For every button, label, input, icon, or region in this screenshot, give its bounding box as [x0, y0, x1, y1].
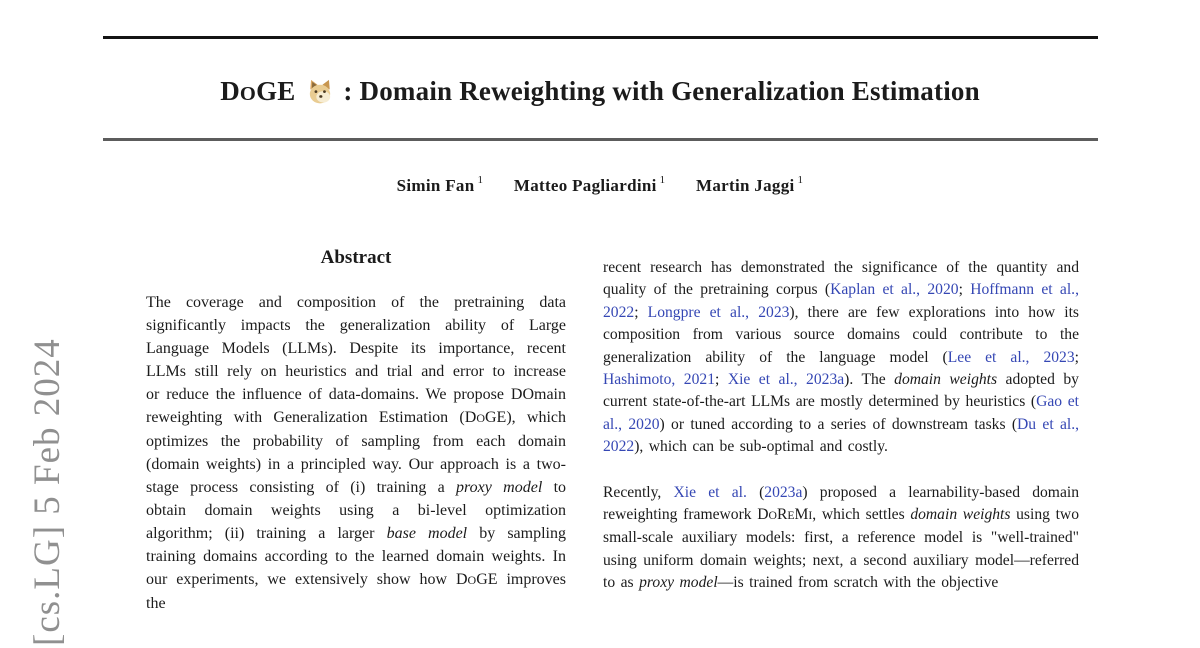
author-name: Martin Jaggi — [696, 175, 795, 195]
citation-link[interactable]: Hoffmann et al., 2022 — [603, 281, 1079, 321]
text-segment: Recently, — [603, 483, 674, 501]
text-segment: proxy model — [639, 574, 718, 592]
header-bottom-rule — [103, 138, 1098, 141]
text-segment: GE improves the — [146, 571, 566, 612]
citation-link[interactable]: Longpre et al., 2023 — [647, 303, 790, 321]
text-segment: to obtain domain weights using a bi-level optimization algorithm; (ii) training a larger — [146, 479, 567, 542]
author-affiliation-mark: 1 — [477, 174, 484, 186]
text-segment: , which settles — [812, 506, 911, 524]
text-segment: GE — [256, 76, 296, 106]
text-segment: The coverage and composition of the pretraining data significantly impacts the generalization ability of Large Language Models (LLMs). Despite its importance, recent LLMs still rely on heuristics and trial and error to increase or reduce the influence of data-domains. We propose DOmain reweighting with Generalization Estimation (D — [146, 294, 566, 426]
text-segment: M — [794, 506, 809, 524]
text-segment: ) proposed a learnability-based domain reweighting framework D — [603, 483, 1079, 524]
author-name: Simin Fan — [396, 175, 475, 195]
text-segment: base model — [386, 525, 468, 542]
text-segment: using two small-scale auxiliary models: first, a reference model is "well-trained" using uniform domain weights; next, a second auxiliary model—referred to as — [603, 506, 1079, 592]
text-segment: domain weights — [910, 506, 1011, 524]
text-segment: ), there are few explorations into how its composition from various source domains could contribute to the generalization ability of the language model ( — [603, 303, 1079, 366]
text-segment: O — [476, 411, 485, 425]
header-top-rule — [103, 36, 1098, 39]
text-segment: O — [467, 573, 477, 587]
citation-link[interactable]: Xie et al. — [673, 483, 747, 501]
text-segment: O — [768, 509, 777, 523]
text-segment: ; — [1074, 348, 1079, 366]
author-simin-fan — [397, 176, 484, 195]
text-segment: ; — [634, 303, 648, 321]
citation-link[interactable]: 2023a — [764, 483, 803, 501]
right-column — [603, 257, 1079, 618]
author-name: Matteo Pagliardini — [513, 175, 657, 195]
text-segment: domain weights — [894, 371, 998, 389]
author-martin-jaggi — [696, 176, 803, 195]
paper-title — [0, 76, 1200, 107]
text-segment: E — [787, 509, 795, 523]
abstract-paragraph — [146, 291, 566, 615]
text-segment: R — [776, 506, 788, 524]
intro-paragraph-1 — [603, 257, 1079, 459]
citation-link[interactable]: Gao et al., 2020 — [603, 393, 1080, 433]
text-segment: I — [808, 509, 813, 523]
text-segment: by sampling training domains according to the learned domain weights. In our experiments, we extensively show how D — [146, 525, 566, 588]
text-segment: ; — [715, 371, 728, 389]
text-segment: ) or tuned according to a series of downstream tasks ( — [659, 415, 1018, 433]
citation-link[interactable]: Lee et al., 2023 — [947, 348, 1075, 366]
text-segment: proxy model — [456, 479, 543, 496]
text-segment: ( — [746, 483, 765, 501]
abstract-heading: Abstract — [320, 247, 392, 268]
text-segment: ), which can be sub-optimal and costly. — [634, 438, 888, 456]
text-segment: D — [220, 76, 240, 106]
text-segment: : Domain Reweighting with Generalization Estimation — [343, 76, 980, 106]
text-segment: —is trained from scratch with the objective — [717, 574, 999, 592]
text-segment: O — [239, 83, 257, 105]
citation-link[interactable]: Xie et al., 2023a — [727, 371, 845, 389]
citation-link[interactable]: Hashimoto, 2021 — [603, 371, 715, 389]
author-matteo-pagliardini — [514, 176, 666, 195]
citation-link[interactable]: Kaplan et al., 2020 — [830, 281, 959, 299]
text-segment: ). The — [844, 371, 895, 389]
arxiv-watermark-label: [cs.LG] 5 Feb 2024 — [27, 338, 68, 646]
author-affiliation-mark: 1 — [797, 174, 804, 186]
text-segment: GE), which optimizes the probability of sampling from each domain (domain weights) in a principled way. Our approach is a two-stage process consisting of (i) training a — [146, 409, 567, 496]
citation-link[interactable]: Du et al., 2022 — [603, 415, 1079, 456]
text-segment: ; — [958, 281, 971, 299]
text-segment: recent research has demonstrated the significance of the quantity and quality of the pretraining corpus ( — [603, 259, 1079, 299]
text-segment: adopted by current state-of-the-art LLMs are mostly determined by heuristics ( — [603, 371, 1079, 411]
author-affiliation-mark: 1 — [659, 174, 666, 186]
intro-paragraph-2 — [603, 482, 1079, 595]
doge-icon — [307, 79, 333, 105]
author-line — [0, 175, 1200, 196]
